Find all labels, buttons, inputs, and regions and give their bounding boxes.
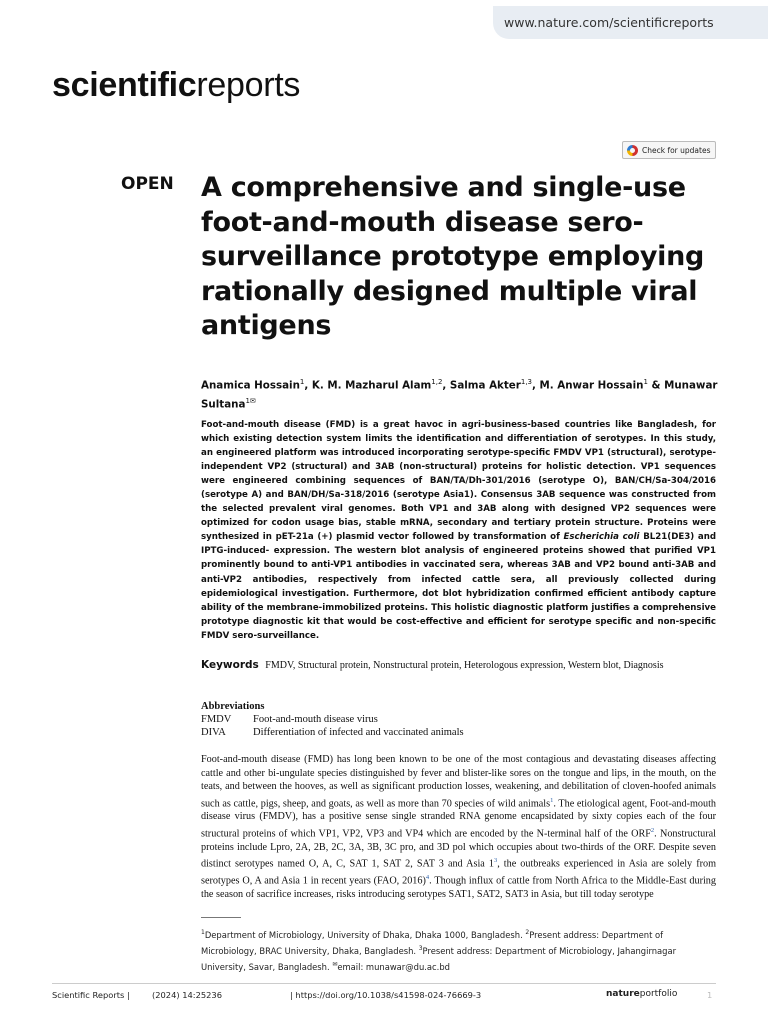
abbreviation-row <box>201 714 378 725</box>
author-list: Anamica Hossain$^1$, K. M. Mazharul Alam$^{1,2}$, Salma Akter$^{1,3}$, M. Anwar Hossain$^1$ & Munawar Sultana$^{1✉}$ <box>201 378 718 411</box>
body-text-run: Foot-and-mouth disease (FMD) has long been known to be one of the most contagious and devastating diseases affecting cattle and other bi-ungulate species distinguished by fever and blister-like sores on the tongue and lips, in the mouth, on the teats, and between the hooves, as well as significant production losses, weakening, and debilitation of cloven-hoofed animals such as cattle, pigs, sheep, and goats, as well as more than 70 species of wild animals <box>201 754 716 809</box>
author-affil-sup: 1 <box>299 378 305 386</box>
journal-url-tab[interactable] <box>493 6 768 39</box>
journal-url[interactable]: www.nature.com/scientificreports <box>504 15 714 30</box>
affil-sup: 3 <box>418 944 423 952</box>
keywords-list: FMDV, Structural protein, Nonstructural protein, Heterologous expression, Western blot, Diagnosis <box>265 660 664 671</box>
check-for-updates-label: Check for updates <box>642 145 711 155</box>
body-text-run: , the outbreaks experienced in Asia are solely from serotypes O, A and Asia 1 in recent years (FAO, 2016) <box>201 858 716 887</box>
brand-bold: scientific <box>52 66 197 104</box>
journal-brand-logo[interactable] <box>52 66 300 105</box>
introduction-paragraph <box>201 753 716 902</box>
affiliation-text: Present address: Department of Microbiology, BRAC University, Dhaka, Bangladesh. <box>201 929 664 956</box>
publisher-bold: nature <box>606 989 640 999</box>
abstract <box>201 418 716 643</box>
abbreviation-definition: Foot-and-mouth disease virus <box>253 714 378 725</box>
author-name[interactable]: Munawar Sultana <box>201 379 718 411</box>
abstract-part: Foot-and-mouth disease (FMD) is a great havoc in agri-business-based countries like Bangladesh, for which existing detection system limits the identification and differentiation of serotypes. In this study, an engineered platform was introduced incorporating serotype-specific FMDV VP1 (structural), serotype-independent VP2 (structural) and 3AB (non-structural) proteins for holistic detection. VP1 sequences were engineered combining sequences of BAN/TA/Dh-301/2016 (serotype O), BAN/CH/Sa-304/2016 (serotype A) and BAN/DH/Sa-318/2016 (serotype Asia1). Consensus 3AB sequence was constructed from the selected prevalent viral genomes. Both VP1 and 3AB along with designed VP2 sequences were optimized for codon usage bias, stable mRNA, secondary and tertiary protein structure. Proteins were synthesized in pET-21a (+) plasmid vector followed by transformation of <box>201 420 716 543</box>
corresponding-email[interactable]: email: munawar@du.ac.bd <box>337 961 450 972</box>
publisher-light: portfolio <box>639 989 678 999</box>
abbreviation: FMDV <box>201 714 232 725</box>
reference-link[interactable]: 1 <box>550 796 554 804</box>
keywords-label: Keywords <box>201 659 259 671</box>
keywords-section <box>201 658 716 673</box>
author-affil-sup: 1✉ <box>245 397 256 406</box>
abstract-part: BL21(DE3) and IPTG-induced- expression. The western blot analysis of engineered proteins showed that purified VP1 prominently bound to anti-VP1 antibodies in vaccinated sera, whereas 3AB and VP2 bound anti-3AB and anti-VP2 antibodies, respectively from infected cattle sera, all previously collected during epidemiological investigation. Furthermore, dot blot hybridization confirmed efficient antibody capture ability of the membrane-immobilized proteins. This holistic diagnostic platform justifies a comprehensive prototype diagnostic kit that would be cost-effective and efficient for serotype specific and non-specific FMDV sero-surveillance. <box>201 532 717 641</box>
author-name[interactable]: M. Anwar Hossain <box>539 379 644 392</box>
body-text-run: . Nonstructural proteins include Lpro, 2A, 2B, 2C, 3A, 3B, 3C pro, and 3D pol which occupies about two-thirds of the ORF. Despite seven distinct serotypes named O, A, C, SAT 1, SAT 2, SAT 3 and Asia 1 <box>201 828 716 870</box>
abbreviations-label: Abbreviations <box>201 701 265 712</box>
crossmark-icon <box>627 145 638 156</box>
author-name[interactable]: K. M. Mazharul Alam <box>311 379 432 392</box>
affiliation-text: Department of Microbiology, University of Dhaka, Dhaka 1000, Bangladesh. <box>204 929 526 940</box>
affil-sup: 1 <box>201 929 205 936</box>
author-affil-sup: 1 <box>643 378 648 386</box>
abstract-species: Escherichia coli <box>563 532 640 543</box>
affiliation-text: Present address: Department of Microbiology, Jahangirnagar University, Savar, Bangladesh. <box>201 945 677 972</box>
brand-light: reports <box>196 66 301 104</box>
author-affil-sup: 1,2 <box>431 378 443 386</box>
reference-link[interactable]: 3 <box>493 857 498 865</box>
footer-divider <box>52 983 716 984</box>
abbreviation-definition: Differentiation of infected and vaccinated animals <box>253 727 464 738</box>
body-text-run: . Though influx of cattle from North Africa to the Middle-East during the season of sacrifice increases, risks introducing serotypes SAT1, SAT2, SAT3 in Asia, but till today serotype <box>201 875 716 901</box>
author-name[interactable]: Anamica Hossain <box>201 379 300 392</box>
affiliations <box>201 926 716 973</box>
author-affil-sup: 1,3 <box>520 378 533 386</box>
body-text-run: . The etiological agent, Foot-and-mouth disease virus (FMDV), has a positive sense single stranded RNA genome encapsidated by sixty copies each of the four structural proteins of which VP1, VP2, VP3 and VP4 which are encoded by the N-terminal half of the ORF <box>201 797 716 840</box>
page-number: 1 <box>707 990 713 1000</box>
nature-portfolio-logo <box>606 989 677 999</box>
reference-link[interactable]: 4 <box>425 874 430 882</box>
affil-sup: 2 <box>525 929 530 936</box>
abbreviation: DIVA <box>201 727 226 738</box>
abbreviation-row <box>201 727 464 738</box>
article-title: A comprehensive and single-use foot-and-mouth disease sero-surveillance prototype employing rationally designed multiple viral antigens <box>201 172 705 341</box>
author-name[interactable]: Salma Akter <box>449 379 521 392</box>
footer-doi-link[interactable]: | https://doi.org/10.1038/s41598-024-76669-3 <box>290 990 482 1000</box>
open-access-label: OPEN <box>121 174 174 194</box>
reference-link[interactable]: 2 <box>650 826 655 834</box>
check-for-updates-button[interactable] <box>622 141 716 159</box>
footnote-divider <box>201 917 241 918</box>
footer-citation: (2024) 14:25236 <box>152 990 222 1000</box>
email-icon: ✉ <box>332 960 338 968</box>
footer-journal: Scientific Reports | <box>52 990 130 1000</box>
